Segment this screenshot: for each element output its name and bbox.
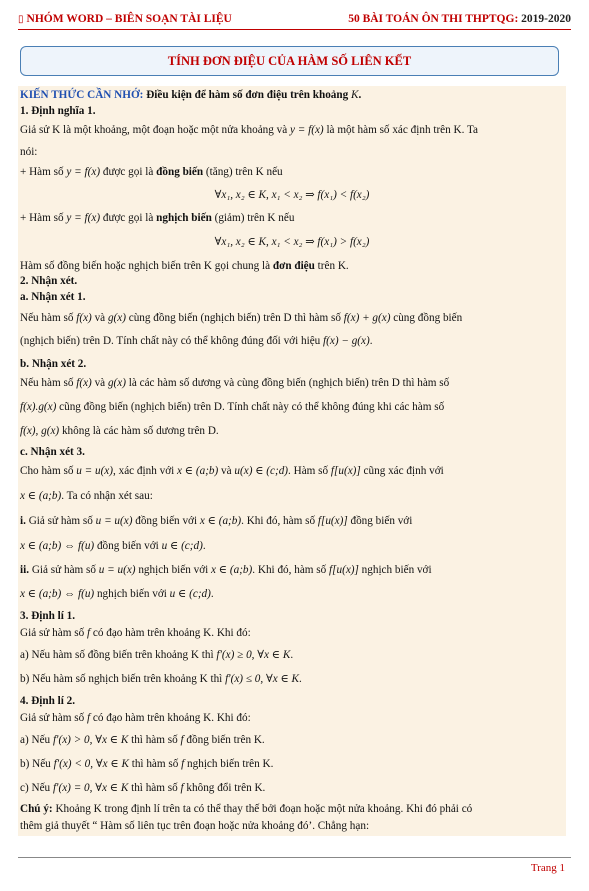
text-run: c) Nếu <box>20 782 53 794</box>
text-line <box>20 628 251 639</box>
math-expression: x ∈ (a;b) <box>20 490 62 502</box>
text-line <box>20 541 206 552</box>
text-line <box>20 90 361 101</box>
text-line <box>20 106 96 117</box>
text-run: 1. Định nghĩa 1. <box>20 105 96 117</box>
text-run: là một hàm số xác định trên K. Ta <box>323 124 479 136</box>
text-run: nghịch biến <box>156 212 212 224</box>
math-expression: f′(x) ≤ 0, ∀x ∈ K <box>225 673 300 685</box>
text-line <box>18 237 566 248</box>
math-expression: u = u(x) <box>95 515 133 527</box>
math-expression: x ∈ (a;b) <box>177 465 219 477</box>
header-divider <box>18 29 571 30</box>
text-line <box>20 276 77 287</box>
text-line <box>20 447 85 458</box>
text-line <box>20 147 37 158</box>
math-expression: f′(x) < 0, ∀x ∈ K <box>53 758 129 770</box>
text-run: , xác định với <box>113 465 178 477</box>
text-run: b. Nhận xét 2. <box>20 358 87 370</box>
text-run: nói: <box>20 146 38 158</box>
math-expression: f[u(x)] <box>330 465 361 477</box>
footer-divider <box>18 857 571 858</box>
text-run: Nếu hàm số <box>20 377 77 389</box>
math-expression: y = f(x) <box>66 166 101 178</box>
text-run: cũng xác định với <box>360 465 444 477</box>
text-run: + Hàm số <box>20 212 67 224</box>
text-run: và <box>218 465 235 477</box>
text-run: Giả sử hàm số <box>29 564 99 576</box>
text-run: Giả sử hàm số <box>25 515 96 527</box>
text-run: Điều kiện để hàm số đơn điệu trên khoảng <box>146 89 352 101</box>
math-expression: x ∈ (a;b) <box>211 564 253 576</box>
text-line <box>20 261 349 272</box>
text-run: . Hàm số <box>288 465 331 477</box>
header-left <box>18 13 232 25</box>
text-line <box>20 589 214 600</box>
text-run: Khoảng K trong định lí trên ta có thể thay thế bởi đoạn hoặc một nửa khoảng. Khi đó phải có <box>52 803 473 815</box>
document-icon: ▯ <box>18 13 24 25</box>
text-run: . <box>210 588 214 600</box>
math-expression: x ∈ (a;b) ⇔ f(u) <box>20 540 95 552</box>
text-run: Giả sử hàm số <box>20 712 87 724</box>
text-line <box>20 516 412 527</box>
text-run: không đổi trên K. <box>183 782 266 794</box>
math-expression: f(x) <box>76 377 92 389</box>
text-run: c. Nhận xét 3. <box>20 446 85 458</box>
math-expression: u ∈ (c;d) <box>161 540 203 552</box>
text-run: . Khi đó, hàm số <box>241 515 318 527</box>
text-run: (tăng) trên K nếu <box>203 166 283 178</box>
math-expression: u ∈ (c;d) <box>169 588 211 600</box>
text-run: đồng biến trên K. <box>183 734 265 746</box>
text-run: Hàm số đồng biến hoặc nghịch biến trên K gọi chung là <box>20 260 273 272</box>
text-line <box>20 696 75 707</box>
page-number: Trang 1 <box>530 862 565 874</box>
text-line <box>20 292 86 303</box>
text-line <box>20 426 219 437</box>
math-expression: f <box>86 627 91 639</box>
text-line <box>20 167 283 178</box>
text-line <box>20 336 373 347</box>
text-run: trên K. <box>314 260 349 272</box>
text-run: . <box>202 540 206 552</box>
math-expression: f(x) + g(x) <box>343 312 391 324</box>
text-run: nghịch biến với <box>94 588 170 600</box>
text-line <box>20 783 265 794</box>
text-run: thì hàm số <box>128 758 182 770</box>
text-run: cũng đồng biến (nghịch biến) trên D. Tính chất này có thể không đúng khi các hàm số <box>56 401 445 413</box>
text-run: 2. Nhận xét. <box>20 275 78 287</box>
page-header <box>18 10 571 28</box>
text-line <box>20 491 153 502</box>
math-expression: g(x) <box>107 312 126 324</box>
math-expression: K <box>351 89 359 101</box>
text-run: . <box>299 673 302 685</box>
math-expression: y = f(x) <box>66 212 101 224</box>
text-run: được gọi là <box>100 212 157 224</box>
text-run: b) Nếu <box>20 758 54 770</box>
header-group-name: NHÓM WORD – BIÊN SOẠN TÀI LIỆU <box>26 13 232 25</box>
content-panel <box>18 86 566 836</box>
text-line <box>20 674 302 685</box>
math-expression: f(x), g(x) <box>20 425 60 437</box>
math-expression: f[u(x)] <box>329 564 359 576</box>
text-run: . <box>290 649 294 661</box>
text-line <box>20 804 472 815</box>
text-run: cùng đồng biến <box>390 312 463 324</box>
text-run: nghịch biến với <box>358 564 432 576</box>
math-expression: u = u(x) <box>98 564 136 576</box>
math-expression: x ∈ (a;b) ⇔ f(u) <box>20 588 95 600</box>
text-run: đồng biến với <box>94 540 162 552</box>
text-run: . <box>369 335 373 347</box>
text-run: và <box>91 377 108 389</box>
text-run: a) Nếu hàm số đồng biến trên khoảng K thì <box>20 649 217 661</box>
text-run: Giả sử hàm số <box>20 627 87 639</box>
text-line <box>20 359 86 370</box>
text-run: đồng biến <box>156 166 204 178</box>
text-line <box>20 378 449 389</box>
text-run: 4. Định lí 2. <box>20 695 76 707</box>
text-line <box>20 213 294 224</box>
math-expression: f <box>180 734 184 746</box>
text-run: ii. <box>20 564 30 576</box>
math-expression: f(x).g(x) <box>20 401 57 413</box>
text-run: có đạo hàm trên khoảng K. Khi đó: <box>90 712 251 724</box>
text-line <box>20 735 265 746</box>
header-right <box>348 13 571 25</box>
text-run: không là các hàm số dương trên D. <box>59 425 219 437</box>
text-run: 3. Định lí 1. <box>20 610 76 622</box>
math-expression: f <box>86 712 91 724</box>
text-line <box>18 190 566 201</box>
text-run: Chú ý: <box>20 803 53 815</box>
text-run: Nếu hàm số <box>20 312 77 324</box>
text-run: a. Nhận xét 1. <box>20 291 86 303</box>
header-year: 2019-2020 <box>521 13 571 25</box>
math-expression: g(x) <box>107 377 126 389</box>
text-run: thì hàm số <box>128 782 181 794</box>
text-run: i. <box>20 515 26 527</box>
text-run: cùng đồng biến (nghịch biến) trên D thì hàm số <box>125 312 344 324</box>
text-line <box>20 759 273 770</box>
math-expression: f <box>180 782 184 794</box>
text-run: nghịch biến trên K. <box>184 758 274 770</box>
text-run: + Hàm số <box>20 166 67 178</box>
text-line <box>20 402 444 413</box>
math-expression: f′(x) ≥ 0, ∀x ∈ K <box>216 649 291 661</box>
math-expression: f′(x) = 0, ∀x ∈ K <box>52 782 129 794</box>
text-run: nghịch biến với <box>135 564 212 576</box>
text-line <box>20 565 432 576</box>
section-title-box <box>20 46 559 76</box>
text-run: được gọi là <box>100 166 157 178</box>
text-run: Cho hàm số <box>20 465 77 477</box>
math-expression: ∀x₁, x₂ ∈ K, x₁ < x₂ ⇒ f(x₁) > f(x₂) <box>214 236 370 248</box>
math-expression: f[u(x)] <box>317 515 348 527</box>
text-run: (giảm) trên K nếu <box>211 212 295 224</box>
text-line <box>20 125 478 136</box>
text-run: đồng biến với <box>132 515 200 527</box>
math-expression: f′(x) > 0, ∀x ∈ K <box>52 734 129 746</box>
text-line <box>20 713 251 724</box>
text-run: và <box>91 312 108 324</box>
math-expression: u = u(x) <box>76 465 113 477</box>
text-run: KIẾN THỨC CẦN NHỚ: <box>20 89 147 101</box>
text-run: có đạo hàm trên khoảng K. Khi đó: <box>90 627 251 639</box>
text-line <box>20 650 293 661</box>
text-run: Giả sử K là một khoảng, một đoạn hoặc một nửa khoảng và <box>20 124 291 136</box>
text-run: . Khi đó, hàm số <box>252 564 330 576</box>
text-line <box>20 313 462 324</box>
math-expression: y = f(x) <box>290 124 324 136</box>
text-run: . Ta có nhận xét sau: <box>61 490 153 502</box>
math-expression: f(x) − g(x) <box>323 335 370 347</box>
text-run: a) Nếu <box>20 734 53 746</box>
text-line <box>20 821 369 832</box>
text-run: . <box>358 89 362 101</box>
text-line <box>20 466 444 477</box>
text-run: (nghịch biến) trên D. Tính chất này có thể không đúng đối với hiệu <box>20 335 324 347</box>
math-expression: f <box>181 758 185 770</box>
math-expression: f(x) <box>76 312 92 324</box>
text-run: thì hàm số <box>128 734 181 746</box>
math-expression: x ∈ (a;b) <box>199 515 242 527</box>
math-expression: u(x) ∈ (c;d) <box>234 465 289 477</box>
math-expression: ∀x₁, x₂ ∈ K, x₁ < x₂ ⇒ f(x₁) < f(x₂) <box>214 189 370 201</box>
text-run: là các hàm số dương và cùng đồng biến (nghịch biến) trên D thì hàm số <box>125 377 450 389</box>
text-run: thêm giả thuyết “ Hàm số liên tục trên đoạn hoặc nửa khoảng đó’. Chẳng hạn: <box>20 820 370 832</box>
header-series-title: 50 BÀI TOÁN ÔN THI THPTQG: <box>348 13 522 25</box>
text-run: b) Nếu hàm số nghịch biến trên khoảng K thì <box>20 673 226 685</box>
text-run: đơn điệu <box>272 260 315 272</box>
section-title: TÍNH ĐƠN ĐIỆU CỦA HÀM SỐ LIÊN KẾT <box>167 53 412 68</box>
text-line <box>20 611 75 622</box>
text-run: đồng biến với <box>347 515 413 527</box>
